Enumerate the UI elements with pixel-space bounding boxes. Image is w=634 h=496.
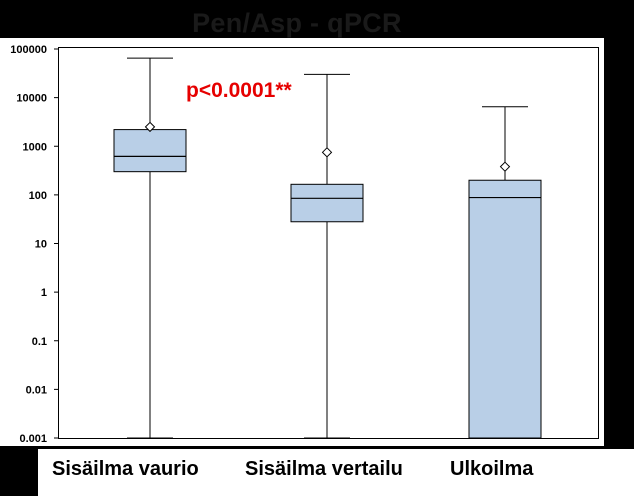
chart-title: Pen/Asp - qPCR [192,8,402,38]
y-tick-label: 0.1 [31,335,47,348]
y-tick-label: 1 [40,287,47,300]
category-label-ulkoilma: Ulkoilma [450,458,534,480]
category-label-sisailma-vertailu: Sisäilma vertailu [245,458,403,480]
category-label-sisailma-vaurio: Sisäilma vaurio [52,458,199,480]
p-value-annotation [186,79,293,102]
y-tick-label: 0.001 [19,433,47,445]
p-value-text: p<0.0001 [186,79,276,102]
p-value-suffix: ** [275,79,292,102]
y-tick-label: 100 [28,189,47,202]
y-tick-label: 10 [34,238,47,251]
y-tick-label: 10000 [16,92,47,105]
y-tick-label: 100000 [10,44,47,56]
y-tick-label: 0.01 [25,384,47,397]
iqr-box [469,180,541,438]
iqr-box [114,130,186,172]
iqr-box [291,184,363,221]
y-tick-label: 1000 [22,141,47,154]
